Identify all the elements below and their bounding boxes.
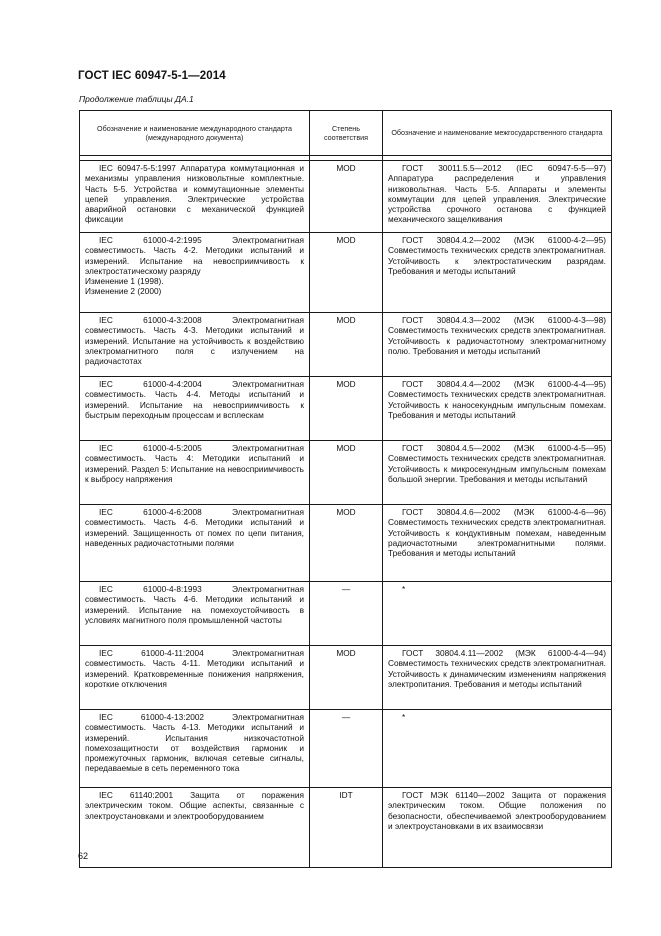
table-row [80, 582, 612, 646]
header-national-standard: Обозначение и наименование межгосударственного стандарта [383, 111, 612, 156]
document-title: ГОСТ IEC 60947-5-1—2014 [78, 70, 226, 82]
cell-national-standard: * [383, 582, 612, 646]
cell-degree: MOD [310, 233, 383, 313]
table-row [80, 788, 612, 868]
cell-international-standard: IEC 61000-4-11:2004 Электромагнитная совместимость. Часть 4-11. Методики испытаний и измерений. Кратковременные понижения напряжения, короткие отключения [80, 646, 310, 710]
cell-degree: MOD [310, 646, 383, 710]
cell-international-standard: IEC 60947-5-5:1997 Аппаратура коммутационная и механизмы управления низковольтные комплектные. Часть 5-5. Устройства и коммутационные элементы цепей управления. Электрические устройства аварийной остановки с механической функцией фиксации [80, 161, 310, 233]
header-degree-of-correspondence: Степень соответствия [310, 111, 383, 156]
cell-international-standard: IEC 61000-4-8:1993 Электромагнитная совместимость. Часть 4-6. Методики испытаний и измерений. Испытание на помехоустойчивость в условиях магнитного поля промышленной частоты [80, 582, 310, 646]
table-row [80, 161, 612, 233]
cell-international-standard: IEC 61000-4-6:2008 Электромагнитная совместимость. Часть 4-6. Методики испытаний и измерений. Защищенность от помех по цепи питания, наведенных радиочастотными полями [80, 505, 310, 582]
cell-international-standard: IEC 61000-4-3:2008 Электромагнитная совместимость. Часть 4-3. Методики испытаний и измерений. Испытание на устойчивость к воздействию электромагнитного поля с излучением на радиочастотах [80, 313, 310, 377]
table-row [80, 505, 612, 582]
cell-national-standard: ГОСТ 30804.4.4—2002 (МЭК 61000-4-4—95) Совместимость технических средств электромагнитная. Устойчивость к наносекундным импульсным помехам. Требования и методы испытаний [383, 377, 612, 441]
cell-degree: MOD [310, 441, 383, 505]
cell-national-standard: * [383, 710, 612, 788]
cell-degree: MOD [310, 505, 383, 582]
cell-degree: — [310, 582, 383, 646]
cell-degree: MOD [310, 161, 383, 233]
page-number: 62 [78, 851, 89, 861]
cell-national-standard: ГОСТ 30804.4.11—2002 (МЭК 61000-4-4—94) Совместимость технических средств электромагнитная. Устойчивость к динамическим изменениям напряжения электропитания. Требования и методы испытаний [383, 646, 612, 710]
table-body [80, 161, 612, 868]
cell-degree: IDT [310, 788, 383, 868]
table-row [80, 710, 612, 788]
table-row [80, 233, 612, 313]
standards-table [79, 110, 612, 868]
cell-international-standard: IEC 61000-4-4:2004 Электромагнитная совместимость. Часть 4-4. Методы испытаний и измерений. Испытание на невосприимчивость к быстрым переходным процессам и всплескам [80, 377, 310, 441]
cell-international-standard: IEC 61000-4-13:2002 Электромагнитная совместимость. Часть 4-13. Методики испытаний и измерений. Испытания низкочастотной помехозащитности от воздействия гармоник и промежуточных гармоник, включая сетевые сигналы, передаваемые в сеть переменного тока [80, 710, 310, 788]
cell-international-standard: IEC 61140:2001 Защита от поражения электрическим током. Общие аспекты, связанные с электроустановками и электрооборудованием [80, 788, 310, 868]
cell-national-standard: ГОСТ 30011.5.5—2012 (IEC 60947-5-5—97) Аппаратура распределения и управления низковольтная. Часть 5-5. Аппараты и элементы коммутации для цепей управления. Электрические устройства срочного останова с функцией механического защелкивания [383, 161, 612, 233]
cell-national-standard: ГОСТ 30804.4.5—2002 (МЭК 61000-4-5—95) Совместимость технических средств электромагнитная. Устойчивость к микросекундным импульсным помехам большой энергии. Требования и методы испытаний [383, 441, 612, 505]
cell-national-standard: ГОСТ МЭК 61140—2002 Защита от поражения электрическим током. Общие положения по безопасности, обеспечиваемой электрооборудованием и электроустановками в их взаимосвязи [383, 788, 612, 868]
cell-international-standard: IEC 61000-4-5:2005 Электромагнитная совместимость. Часть 4: Методики испытаний и измерений. Раздел 5: Испытание на невосприимчивость к выбросу напряжения [80, 441, 310, 505]
table-row [80, 441, 612, 505]
table-row [80, 313, 612, 377]
table-header-row [80, 111, 612, 156]
cell-degree: MOD [310, 313, 383, 377]
header-international-standard: Обозначение и наименование международного стандарта (международного документа) [80, 111, 310, 156]
cell-national-standard: ГОСТ 30804.4.2—2002 (МЭК 61000-4-2—95) Совместимость технических средств электромагнитная. Устойчивость к электростатическим разрядам. Требования и методы испытаний [383, 233, 612, 313]
cell-international-standard: IEC 61000-4-2:1995 Электромагнитная совместимость. Часть 4-2. Методики испытаний и измерений. Испытание на невосприимчивость к электростатическому разряду Изменение 1 (1998). Изменение 2 (2000) [80, 233, 310, 313]
table-row [80, 377, 612, 441]
table-caption: Продолжение таблицы ДА.1 [79, 94, 194, 104]
cell-degree: MOD [310, 377, 383, 441]
cell-national-standard: ГОСТ 30804.4.3—2002 (МЭК 61000-4-3—98) Совместимость технических средств электромагнитная. Устойчивость к радиочастотному электромагнитному полю. Требования и методы испытаний [383, 313, 612, 377]
table-row [80, 646, 612, 710]
cell-degree: — [310, 710, 383, 788]
cell-national-standard: ГОСТ 30804.4.6—2002 (МЭК 61000-4-6—96) Совместимость технических средств электромагнитная. Устойчивость к кондуктивным помехам, наведенным радиочастотными электромагнитными полями. Требования и методы испытаний [383, 505, 612, 582]
